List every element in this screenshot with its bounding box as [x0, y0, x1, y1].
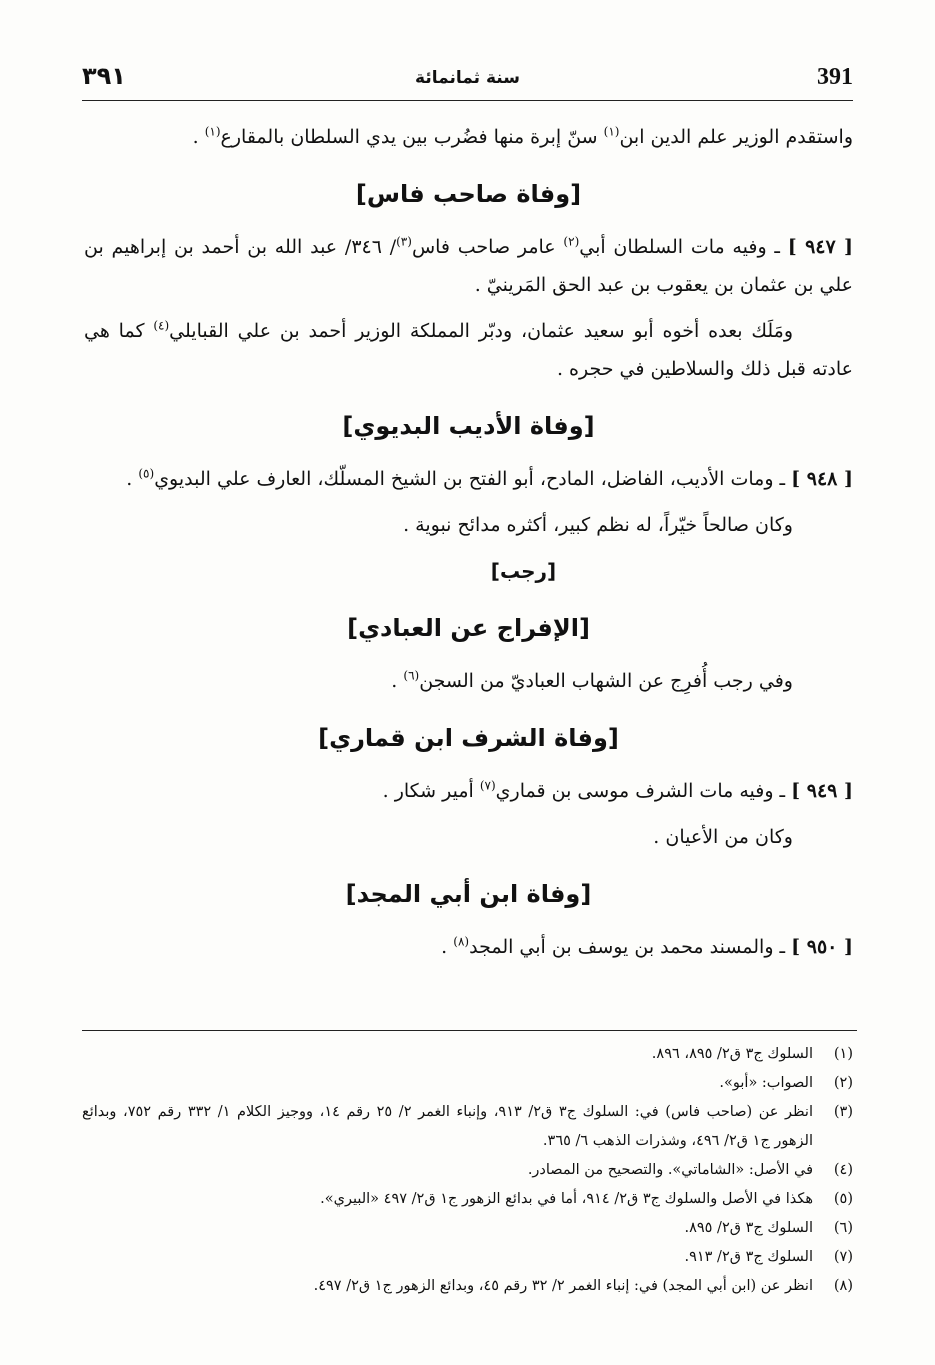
entry-paragraph: [ ٩٤٨ ] ـ ومات الأديب، الفاضل، المادح، أبو الفتح بن الشيخ المسلّك، العارف علي البديوي$^{(٥)}$ .	[126, 466, 853, 490]
entry-number: [ ٩٤٨ ]	[791, 468, 853, 490]
entry-number: [ ٩٤٩ ]	[791, 780, 853, 802]
footnote	[82, 1243, 853, 1272]
footnote-text: في الأصل: «الشاماتي». والتصحيح من المصادر.	[527, 1162, 813, 1178]
running-title: سنة ثمانمائة	[415, 68, 520, 88]
section-heading: [وفاة ابن أبي المجد]	[345, 880, 592, 908]
entry-paragraph: [ ٩٤٩ ] ـ وفيه مات الشرف موسى بن قماري$^{(٧)}$ أمير شكار .	[382, 778, 853, 802]
footnote-ref: (٦)	[403, 668, 420, 683]
entry-number: [ ٩٤٧ ]	[787, 236, 854, 258]
page-number-latin: 391	[817, 64, 853, 90]
section-heading: [وفاة الشرف ابن قماري]	[318, 724, 619, 752]
footnote-ref: (٣)	[396, 234, 412, 249]
footnote	[82, 1069, 853, 1098]
footnote	[82, 1272, 853, 1301]
footnote	[82, 1098, 853, 1156]
month-heading: [رجب]	[490, 559, 557, 583]
footnote-mark: (٥)	[833, 1191, 853, 1207]
footnote	[82, 1040, 853, 1069]
footnote-text: السلوك ج٣ ق٢/ ٨٩٥.	[684, 1220, 813, 1236]
footnote-text: انظر عن (ابن أبي المجد) في: إنباء الغمر ٢/ ٣٢ رقم ٤٥، وبدائع الزهور ج١ ق٢/ ٤٩٧.	[313, 1278, 813, 1294]
footnote-ref: (٨)	[453, 934, 470, 949]
footnote-text: انظر عن (صاحب فاس) في: السلوك ج٣ ق٢/ ٩١٣، وإنباء الغمر ٢/ ٢٥ رقم ١٤، ووجيز الكلام ١/ ٣٣٢ رقم ٧٥٢، وبدائع الزهور ج١ ق٢/ ٤٩٦، وشذرات الذهب ٦/ ٣٦٥.	[82, 1104, 813, 1149]
paragraph: وكان صالحاً خيّراً، له نظم كبير، أكثره مدائح نبوية .	[403, 514, 793, 536]
footnote-mark: (٨)	[833, 1278, 853, 1294]
footnote-mark: (١)	[833, 1046, 853, 1062]
intro-paragraph: واستقدم الوزير علم الدين ابن$^{(١)}$ سنّ إبرة منها فضُرب بين يدي السلطان بالمقارع$^{(١)}$ .	[192, 124, 853, 148]
entry-paragraph: [ ٩٥٠ ] ـ والمسند محمد بن يوسف بن أبي المجد$^{(٨)}$ .	[441, 934, 853, 958]
footnote-mark: (٧)	[833, 1249, 853, 1265]
page-header	[82, 60, 853, 101]
footnote-mark: (٣)	[833, 1104, 853, 1120]
footnote-ref: (٥)	[138, 466, 155, 481]
main-text	[84, 118, 853, 974]
entry-number: [ ٩٥٠ ]	[791, 936, 853, 958]
entry-paragraph: [ ٩٤٧ ] ـ وفيه مات السلطان أبي$^{(٢)}$ عامر صاحب فاس$^{(٣)}$/ ٣٤٦/ عبد الله بن أحمد بن إبراهيم بن علي بن عثمان بن يعقوب بن عبد الحق المَرينيّ .	[84, 234, 854, 296]
footnotes	[82, 1040, 853, 1301]
footnote	[82, 1214, 853, 1243]
section-heading: [وفاة الأديب البديوي]	[342, 412, 595, 440]
footnote-text: هكذا في الأصل والسلوك ج٣ ق٢/ ٩١٤، أما في بدائع الزهور ج١ ق٢/ ٤٩٧ «البيري».	[320, 1191, 813, 1207]
footnote-text: الصواب: «أبو».	[719, 1075, 813, 1091]
footnote	[82, 1156, 853, 1185]
paragraph: ومَلَك بعده أخوه أبو سعيد عثمان، ودبّر المملكة الوزير أحمد بن علي القبايلي$^{(٤)}$ كما هي عادته قبل ذلك والسلاطين في حجره .	[84, 318, 853, 380]
footnote-mark: (٤)	[833, 1162, 853, 1178]
footnote-mark: (٦)	[833, 1220, 853, 1236]
footnote-ref: (٢)	[563, 234, 580, 249]
paragraph: وكان من الأعيان .	[653, 826, 793, 848]
footnote-ref: (٤)	[153, 318, 170, 333]
section-heading: [وفاة صاحب فاس]	[355, 180, 582, 208]
paragraph: وفي رجب أُفرِج عن الشهاب العباديّ من السجن$^{(٦)}$ .	[391, 668, 793, 692]
footnote-ref: (١)	[204, 124, 221, 139]
page-number-arabic: ٣٩١	[82, 62, 126, 90]
footnote	[82, 1185, 853, 1214]
footnote-mark: (٢)	[833, 1075, 853, 1091]
footnote-text: السلوك ج٣ ق٢/ ٩١٣.	[684, 1249, 813, 1265]
footnote-text: السلوك ج٣ ق٢/ ٨٩٥، ٨٩٦.	[651, 1046, 813, 1062]
section-heading: [الإفراج عن العبادي]	[347, 614, 590, 642]
footnote-ref: (١)	[603, 124, 620, 139]
footnote-divider	[82, 1030, 857, 1031]
footnote-ref: (٧)	[479, 778, 496, 793]
